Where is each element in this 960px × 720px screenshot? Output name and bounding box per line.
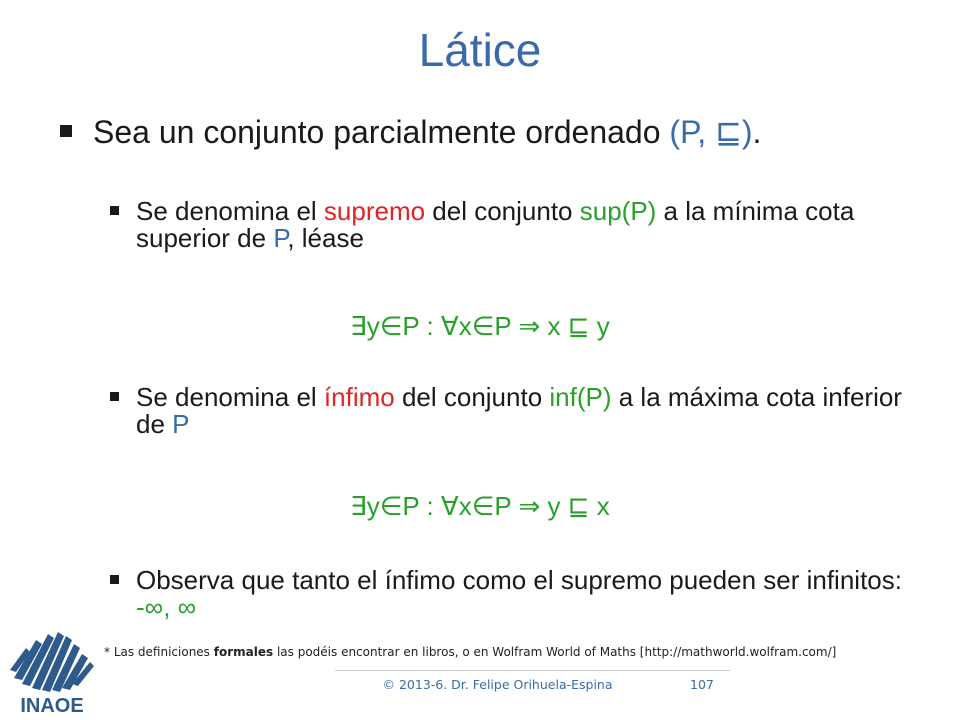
square-bullet-icon bbox=[110, 392, 119, 401]
infinity-values: -∞, ∞ bbox=[136, 592, 197, 622]
bullet-intro-text bbox=[93, 112, 940, 152]
inaoe-logo bbox=[6, 618, 98, 716]
bullet-supremo-text bbox=[136, 198, 920, 252]
sup-notation: sup(P) bbox=[579, 196, 657, 226]
copyright-text: © 2013-6. Dr. Felipe Orihuela-Espina bbox=[382, 677, 613, 692]
inf-notation: inf(P) bbox=[549, 382, 612, 412]
infimo-text-3: a la máxima cota inferior de bbox=[136, 382, 902, 439]
footnote bbox=[104, 645, 954, 659]
p-variable: P bbox=[172, 409, 190, 439]
infimo-text-1: Se denomina el bbox=[136, 382, 324, 412]
footnote-text-2: las podéis encontrar en libros, o en Wolfram World of Maths [http://mathworld.wolfram.com/] bbox=[273, 645, 837, 659]
bullet-infinitos bbox=[110, 567, 920, 621]
bullet-infimo bbox=[110, 384, 920, 438]
slide-title: Látice bbox=[418, 24, 542, 76]
supremo-text-3: a la mínima cota superior de bbox=[136, 196, 855, 253]
formula-infimo: ∃y∈P : ∀x∈P ⇒ y ⊑ x bbox=[350, 491, 610, 521]
supremo-term: supremo bbox=[323, 196, 426, 226]
intro-end: . bbox=[752, 114, 762, 150]
supremo-text-4: , léase bbox=[287, 223, 364, 253]
bullet-infimo-text bbox=[136, 384, 920, 438]
infinitos-text: Observa que tanto el ínfimo como el supremo pueden ser infinitos: bbox=[136, 565, 902, 595]
bullet-intro bbox=[60, 112, 940, 152]
supremo-text-2: del conjunto bbox=[425, 196, 580, 226]
p-variable: P bbox=[273, 223, 288, 253]
footnote-bold: formales bbox=[213, 645, 274, 659]
footer-divider bbox=[335, 670, 730, 671]
square-bullet-icon bbox=[60, 125, 72, 137]
poset-notation: (P, ⊑) bbox=[669, 114, 753, 150]
infimo-term: ínfimo bbox=[323, 382, 395, 412]
intro-text: Sea un conjunto parcialmente ordenado bbox=[93, 114, 670, 150]
square-bullet-icon bbox=[110, 575, 119, 584]
supremo-text-1: Se denomina el bbox=[136, 196, 324, 226]
bullet-infinitos-text bbox=[136, 567, 920, 621]
formula-supremo: ∃y∈P : ∀x∈P ⇒ x ⊑ y bbox=[350, 311, 610, 341]
page-number: 107 bbox=[690, 677, 714, 692]
bullet-supremo bbox=[110, 198, 920, 252]
square-bullet-icon bbox=[110, 206, 119, 215]
infimo-text-2: del conjunto bbox=[394, 382, 550, 412]
footnote-text-1: * Las definiciones bbox=[104, 645, 214, 659]
logo-wordmark: INAOE bbox=[20, 695, 84, 716]
